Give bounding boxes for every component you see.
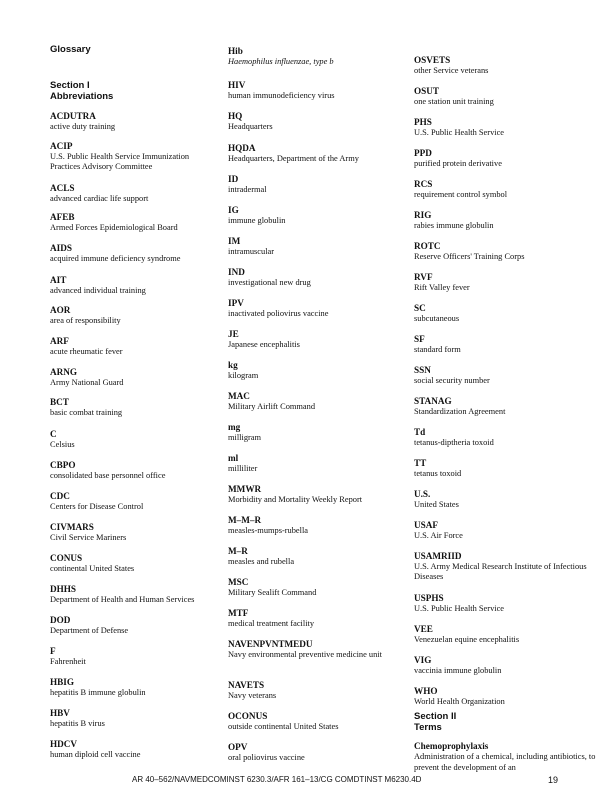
entry-abbr: MAC — [228, 391, 250, 401]
glossary-entry — [414, 396, 600, 417]
entry-abbr: HQDA — [228, 143, 256, 153]
entry-abbr: ACLS — [50, 183, 75, 193]
entry-def: advanced individual training — [50, 286, 146, 295]
entry-abbr: HBV — [50, 708, 70, 718]
entry-abbr: USPHS — [414, 593, 444, 603]
entry-abbr: MSC — [228, 577, 249, 587]
glossary-entry — [50, 111, 220, 132]
glossary-entry — [414, 272, 600, 293]
entry-abbr: PPD — [414, 148, 432, 158]
glossary-entry — [414, 179, 600, 200]
entry-abbr: HQ — [228, 111, 243, 121]
glossary-entry — [414, 593, 600, 614]
glossary-entry — [414, 655, 600, 676]
entry-def: one station unit training — [414, 97, 494, 106]
entry-abbr: CBPO — [50, 460, 76, 470]
entry-def: hepatitis B virus — [50, 719, 105, 728]
entry-abbr: HBIG — [50, 677, 74, 687]
entry-def: U.S. Public Health Service — [414, 604, 505, 613]
entry-def: Department of Defense — [50, 626, 129, 635]
glossary-entry — [228, 742, 406, 763]
entry-abbr: USAF — [414, 520, 438, 530]
entry-abbr: HIV — [228, 80, 246, 90]
entry-abbr: VIG — [414, 655, 432, 665]
entry-abbr: DOD — [50, 615, 71, 625]
entry-abbr: MMWR — [228, 484, 262, 494]
glossary-entry — [50, 336, 220, 357]
entry-abbr: ml — [228, 453, 239, 463]
glossary-entry — [414, 241, 600, 262]
entry-def: Morbidity and Mortality Weekly Report — [228, 495, 363, 504]
entry-def: U.S. Public Health Service — [414, 128, 505, 137]
entry-abbr: Td — [414, 427, 426, 437]
entry-def: Haemophilus influenzae, type b — [228, 57, 334, 66]
entry-def: Fahrenheit — [50, 657, 86, 666]
entry-def: human diploid cell vaccine — [50, 750, 141, 759]
glossary-entry — [50, 584, 220, 605]
glossary-entry — [414, 86, 600, 107]
page-number: 19 — [548, 775, 559, 785]
entry-abbr: RCS — [414, 179, 433, 189]
entry-def: milligram — [228, 433, 262, 442]
glossary-entry — [50, 677, 220, 698]
entry-def: acquired immune deficiency syndrome — [50, 254, 181, 263]
entry-abbr: OSVETS — [414, 55, 451, 65]
entry-def: requirement control symbol — [414, 190, 508, 199]
entry-def: Military Airlift Command — [228, 402, 316, 411]
entry-def: Centers for Disease Control — [50, 502, 144, 511]
entry-def: medical treatment facility — [228, 619, 315, 628]
glossary-entry — [228, 298, 406, 319]
glossary-entry — [228, 236, 406, 257]
entry-abbr: JE — [228, 329, 239, 339]
entry-def: Venezuelan equine encephalitis — [414, 635, 520, 644]
glossary-entry — [414, 303, 600, 324]
glossary-entry — [50, 739, 220, 760]
entry-abbr: RVF — [414, 272, 433, 282]
entry-abbr: AOR — [50, 305, 71, 315]
glossary-entry — [50, 429, 220, 450]
glossary-entry — [414, 365, 600, 386]
entry-abbr: IND — [228, 267, 245, 277]
section-1-name: Abbreviations — [50, 91, 114, 102]
entry-abbr: ACDUTRA — [50, 111, 96, 121]
entry-def: Reserve Officers' Training Corps — [414, 252, 525, 261]
entry-def: standard form — [414, 345, 461, 354]
entry-def: U.S. Air Force — [414, 531, 463, 540]
entry-abbr: IM — [228, 236, 241, 246]
glossary-entry — [50, 183, 220, 204]
entry-abbr: VEE — [414, 624, 433, 634]
entry-def: milliliter — [228, 464, 258, 473]
glossary-term — [414, 741, 600, 773]
entry-abbr: NAVETS — [228, 680, 265, 690]
entry-def: measles-mumps-rubella — [228, 526, 309, 535]
glossary-entry — [414, 334, 600, 355]
entry-def: intramuscular — [228, 247, 275, 256]
glossary-entry — [50, 491, 220, 512]
glossary-entry — [50, 367, 220, 388]
glossary-entry — [228, 711, 406, 732]
entry-abbr: TT — [414, 458, 427, 468]
entry-def: Headquarters — [228, 122, 273, 131]
section-2-name: Terms — [414, 722, 442, 733]
entry-def: U.S. Public Health Service Immunization Practices Advisory Committee — [50, 152, 190, 171]
entry-abbr: ROTC — [414, 241, 441, 251]
glossary-entry — [50, 212, 220, 233]
entry-abbr: OCONUS — [228, 711, 268, 721]
entry-abbr: AFEB — [50, 212, 75, 222]
glossary-entry — [228, 111, 406, 132]
glossary-entry — [414, 624, 600, 645]
entry-abbr: F — [50, 646, 56, 656]
entry-def: hepatitis B immune globulin — [50, 688, 146, 697]
entry-def: human immunodeficiency virus — [228, 91, 335, 100]
glossary-entry — [50, 460, 220, 481]
entry-abbr: C — [50, 429, 57, 439]
entry-def: subcutaneous — [414, 314, 460, 323]
entry-abbr: AIT — [50, 275, 67, 285]
glossary-entry — [50, 397, 220, 418]
glossary-entry — [50, 646, 220, 667]
section-2-label: Section II — [414, 711, 457, 722]
glossary-entry — [414, 551, 600, 582]
entry-abbr: AIDS — [50, 243, 72, 253]
entry-abbr: M–R — [228, 546, 248, 556]
entry-def: Japanese encephalitis — [228, 340, 300, 349]
glossary-entry — [50, 275, 220, 296]
entry-def: tetanus-diptheria toxoid — [414, 438, 494, 447]
entry-def: United States — [414, 500, 459, 509]
glossary-entry — [414, 686, 600, 707]
glossary-entry — [50, 708, 220, 729]
glossary-entry — [228, 639, 406, 660]
glossary-entry — [414, 427, 600, 448]
glossary-entry — [50, 141, 220, 172]
entry-abbr: STANAG — [414, 396, 452, 406]
entry-abbr: Hib — [228, 46, 243, 56]
entry-def: Headquarters, Department of the Army — [228, 154, 359, 163]
entry-def: Standardization Agreement — [414, 407, 506, 416]
entry-abbr: SSN — [414, 365, 431, 375]
entry-abbr: RIG — [414, 210, 432, 220]
entry-abbr: CDC — [50, 491, 70, 501]
glossary-entry — [50, 615, 220, 636]
glossary-entry — [228, 143, 406, 164]
glossary-title: Glossary — [50, 44, 91, 55]
glossary-entry — [228, 546, 406, 567]
entry-abbr: ID — [228, 174, 239, 184]
entry-abbr: ARNG — [50, 367, 78, 377]
entry-def: basic combat training — [50, 408, 123, 417]
entry-def: measles and rubella — [228, 557, 295, 566]
entry-def: consolidated base personnel office — [50, 471, 166, 480]
glossary-entry — [50, 553, 220, 574]
entry-abbr: mg — [228, 422, 241, 432]
document-code: AR 40–562/NAVMEDCOMINST 6230.3/AFR 161–13/CG COMDTINST M6230.4D — [132, 775, 422, 784]
entry-def: other Service veterans — [414, 66, 489, 75]
term-name: Chemoprophylaxis — [414, 741, 489, 751]
entry-def: rabies immune globulin — [414, 221, 494, 230]
entry-abbr: PHS — [414, 117, 432, 127]
entry-abbr: kg — [228, 360, 238, 370]
glossary-entry — [228, 329, 406, 350]
entry-def: outside continental United States — [228, 722, 339, 731]
entry-def: social security number — [414, 376, 490, 385]
entry-def: area of responsibility — [50, 316, 121, 325]
entry-def: Army National Guard — [50, 378, 124, 387]
glossary-entry — [50, 305, 220, 326]
entry-abbr: OSUT — [414, 86, 440, 96]
entry-def: Navy environmental preventive medicine unit — [228, 650, 382, 659]
glossary-entry — [414, 117, 600, 138]
glossary-entry — [228, 515, 406, 536]
entry-abbr: CIVMARS — [50, 522, 94, 532]
entry-def: Military Sealift Command — [228, 588, 317, 597]
entry-def: vaccinia immune globulin — [414, 666, 502, 675]
entry-def: intradermal — [228, 185, 267, 194]
glossary-entry — [228, 174, 406, 195]
term-def: Administration of a chemical, including antibiotics, to prevent the development of an — [414, 752, 596, 772]
glossary-entry — [228, 46, 406, 67]
entry-def: investigational new drug — [228, 278, 311, 287]
glossary-entry — [50, 243, 220, 264]
entry-def: World Health Organization — [414, 697, 505, 706]
entry-def: continental United States — [50, 564, 135, 573]
glossary-entry — [228, 577, 406, 598]
entry-def: kilogram — [228, 371, 259, 380]
entry-def: inactivated poliovirus vaccine — [228, 309, 329, 318]
entry-abbr: IG — [228, 205, 239, 215]
entry-abbr: ARF — [50, 336, 69, 346]
glossary-entry — [414, 148, 600, 169]
entry-abbr: U.S. — [414, 489, 431, 499]
glossary-entry — [228, 205, 406, 226]
entry-abbr: DHHS — [50, 584, 77, 594]
entry-abbr: OPV — [228, 742, 248, 752]
entry-def: tetanus toxoid — [414, 469, 462, 478]
entry-def: immune globulin — [228, 216, 286, 225]
entry-abbr: CONUS — [50, 553, 83, 563]
glossary-entry — [228, 422, 406, 443]
entry-def: oral poliovirus vaccine — [228, 753, 305, 762]
entry-abbr: NAVENPVNTMEDU — [228, 639, 313, 649]
glossary-entry — [414, 489, 600, 510]
glossary-entry — [228, 80, 406, 101]
glossary-entry — [228, 484, 406, 505]
glossary-entry — [228, 391, 406, 412]
entry-def: Celsius — [50, 440, 75, 449]
entry-abbr: BCT — [50, 397, 69, 407]
entry-def: advanced cardiac life support — [50, 194, 149, 203]
entry-def: active duty training — [50, 122, 116, 131]
entry-def: purified protein derivative — [414, 159, 502, 168]
entry-def: Armed Forces Epidemiological Board — [50, 223, 178, 232]
glossary-entry — [50, 522, 220, 543]
entry-def: U.S. Army Medical Research Institute of Infectious Diseases — [414, 562, 587, 581]
glossary-entry — [414, 520, 600, 541]
section-1-label: Section I — [50, 80, 90, 91]
entry-def: Civil Service Mariners — [50, 533, 127, 542]
entry-abbr: USAMRIID — [414, 551, 462, 561]
entry-abbr: HDCV — [50, 739, 78, 749]
entry-abbr: MTF — [228, 608, 249, 618]
glossary-entry — [414, 210, 600, 231]
entry-abbr: WHO — [414, 686, 438, 696]
entry-def: Navy veterans — [228, 691, 277, 700]
glossary-entry — [228, 608, 406, 629]
entry-abbr: M–M–R — [228, 515, 262, 525]
glossary-entry — [228, 453, 406, 474]
entry-def: acute rheumatic fever — [50, 347, 123, 356]
entry-abbr: SC — [414, 303, 426, 313]
glossary-entry — [228, 360, 406, 381]
entry-abbr: SF — [414, 334, 425, 344]
entry-abbr: ACIP — [50, 141, 73, 151]
entry-def: Department of Health and Human Services — [50, 595, 195, 604]
glossary-entry — [414, 55, 600, 76]
entry-def: Rift Valley fever — [414, 283, 470, 292]
glossary-entry — [414, 458, 600, 479]
glossary-entry — [228, 680, 406, 701]
glossary-entry — [228, 267, 406, 288]
entry-abbr: IPV — [228, 298, 244, 308]
